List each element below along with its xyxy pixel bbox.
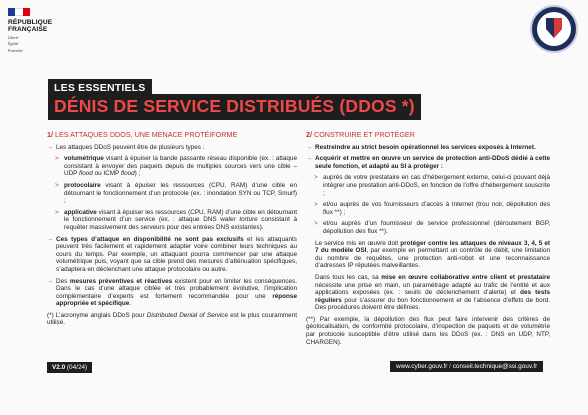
section-heading-text-2: CONSTRUIRE ET PROTÉGER: [312, 130, 415, 139]
text-volumetric-3: ) ;: [134, 170, 141, 178]
footnote-ddos: [47, 312, 297, 327]
motto-liberte: Liberté: [8, 35, 19, 40]
republic-name-line2: FRANÇAISE: [8, 26, 48, 34]
republic-name-line1: RÉPUBLIQUE: [8, 19, 53, 26]
section-kicker: LES ESSENTIELS: [48, 79, 152, 97]
motto-fraternite: Fraternité: [8, 48, 23, 53]
paragraph-service: [306, 240, 550, 270]
subbullet-volumetric: [47, 155, 297, 178]
right-column: [306, 131, 550, 346]
measures-text-2: existent pour en limiter les conséquences. Dans le cas d’une attaque ciblée et très probablement évolutive, l’implication complémentaire d’experts est fortement recommandée pour une: [56, 277, 297, 300]
version-badge: [47, 362, 92, 373]
service-emphasis: protéger contre les attaques de niveaux 3, 4, 5 et 7 du modèle OSI: [315, 239, 551, 255]
text-application: visant à épuiser les ressources (CPU, RAM) d’une cible en détournant le fonctionnement d’un service (ex. : attaque DNS: [64, 208, 297, 224]
version-number: V2.0: [52, 364, 66, 371]
french-flag-icon: [8, 8, 30, 16]
cases-emphasis-1: mise en œuvre collaborative entre client et prestataire: [381, 273, 550, 281]
attack-types-emphasis: Ces types d’attaque en disponibilité ne sont pas exclusifs: [56, 235, 244, 243]
text-protocol: visant à épuiser les ressources (CPU, RAM) d’une cible en détournant le fonctionnement d’un protocole (ex. : inondation SYN ou TCP, Smurf) ;: [64, 181, 297, 205]
website-link[interactable]: www.cyber.gouv.fr: [396, 363, 448, 370]
section-heading-protect: [306, 131, 550, 139]
anssi-shield-icon: [537, 12, 571, 46]
term-flood-2: flood: [120, 170, 135, 178]
term-flood: flood: [79, 170, 93, 178]
republique-francaise-logo: [8, 8, 68, 53]
bullet-attack-types: [47, 236, 297, 274]
term-application: applicative: [64, 208, 97, 216]
subbullet-host: > auprès de votre prestataire en cas d’hébergement externe, celui-ci pouvant déjà intégrer une prestation anti-DDoS, en fonction de l’offre d’hébergement souscrite ;: [306, 174, 550, 197]
cases-text-3: pour s’assurer du bon fonctionnement et de l’absence d’effets de bord. Des procédures doivent être définies.: [315, 296, 550, 312]
text-application-2: consistant à requêter massivement des serveurs pour des entrées DNS existantes).: [64, 216, 298, 231]
attack-types-text: et les attaquants peuvent très facilement et rapidement adapter voire combiner leurs techniques au cours du temps. Par exemple, un attaquant pourra commencer par une attaque volumétrique puis, voyant que sa cible prend des mesures d’atténuation spécifiques, s’adaptera en déclenchant une attaque protocolaire ou autre.: [56, 235, 297, 273]
subbullet-provider: > et/ou auprès d’un fournisseur de service professionnel (déroutement BGP, dépollution des flux **).: [306, 220, 550, 235]
measures-text-3: .: [129, 300, 132, 308]
cases-emphasis-2: des tests réguliers: [315, 289, 550, 304]
term-water-torture: water torture: [220, 216, 258, 224]
measures-emphasis-2: réponse appropriée et spécifique: [56, 292, 297, 308]
bullet-restrict: → Restreindre au strict besoin opérationnel les services exposés à Internet.: [306, 144, 550, 152]
subbullet-application: [47, 209, 297, 232]
section-heading-threat: [47, 131, 297, 139]
term-volumetric: volumétrique: [64, 155, 104, 163]
contact-email-link[interactable]: conseil.technique@ssi.gouv.fr: [452, 363, 538, 370]
footnote-text-1: (*) L’acronyme anglais DDoS pour: [47, 311, 147, 319]
paragraph-collaboration: [306, 274, 550, 312]
term-protocol: protocolaire: [64, 181, 101, 189]
section-number: 1/: [47, 130, 53, 139]
section-heading-text: LES ATTAQUES DDOS, UNE MENACE PROTÉIFORME: [53, 130, 238, 139]
bullet-intro: → Les attaques DDoS peuvent être de plusieurs types :: [47, 144, 297, 152]
left-column: [47, 131, 297, 327]
text-volumetric-2: ou ICMP: [92, 170, 121, 178]
measures-emphasis-1: mesures préventives et réactives: [69, 277, 173, 285]
measures-text-1: Des: [56, 277, 70, 285]
bullet-acquire: → Acquérir et mettre en œuvre un service de protection anti-DDoS dédié à cette seule fonction, et adapté au SI à protéger :: [306, 155, 550, 170]
link-separator: /: [447, 363, 453, 370]
cases-text-2: nécessite une prise en main, un paramétrage adapté au trafic de l’entité et aux applications exposées (ex. : seuils de déclenchement d’alerte) et: [315, 281, 550, 297]
section-number-2: 2/: [306, 130, 312, 139]
anssi-seal-logo: [530, 5, 578, 53]
page-title: DÉNIS DE SERVICE DISTRIBUÉS (DDOS *): [48, 94, 421, 120]
service-text-1: Le service mis en œuvre doit: [315, 239, 401, 247]
motto-egalite: Égalité: [8, 42, 19, 47]
footnote-acronym: Distributed Denial of Service: [146, 311, 229, 319]
footnote-depollution: (**) Par exemple, la dépollution des flux peut faire intervenir des critères de géolocalisation, de conformité protocolaire, d’inspection de paquets et de volumétrie par protocole susceptible d’être utilisé dans les DDoS (ex. : DNS en UDP, NTP, CHARGEN).: [306, 315, 550, 346]
cases-text-1: Dans tous les cas, sa: [315, 273, 382, 281]
service-text-2: , par exemple en permettant un contrôle de débit, une limitation du nombre de requêtes, une protection anti-robot et une reconnaissance d’adresses IP réputées malveillantes.: [315, 247, 551, 270]
version-date: (04/24): [65, 364, 88, 371]
footnote-text-2: est le plus couramment utilisé.: [47, 311, 298, 327]
subbullet-protocol: [47, 182, 297, 205]
footer-links: [390, 361, 543, 372]
bullet-measures: [47, 278, 297, 308]
text-volumetric: visant à épuiser la bande passante réseau disponible (ex. : attaque consistant à envoyer des paquets depuis de multiples sources vers une cible – UDP: [64, 155, 297, 178]
subbullet-isp: > et/ou auprès de vos fournisseurs d’accès à Internet (trou noir, dépollution des flux **) ;: [306, 201, 550, 216]
